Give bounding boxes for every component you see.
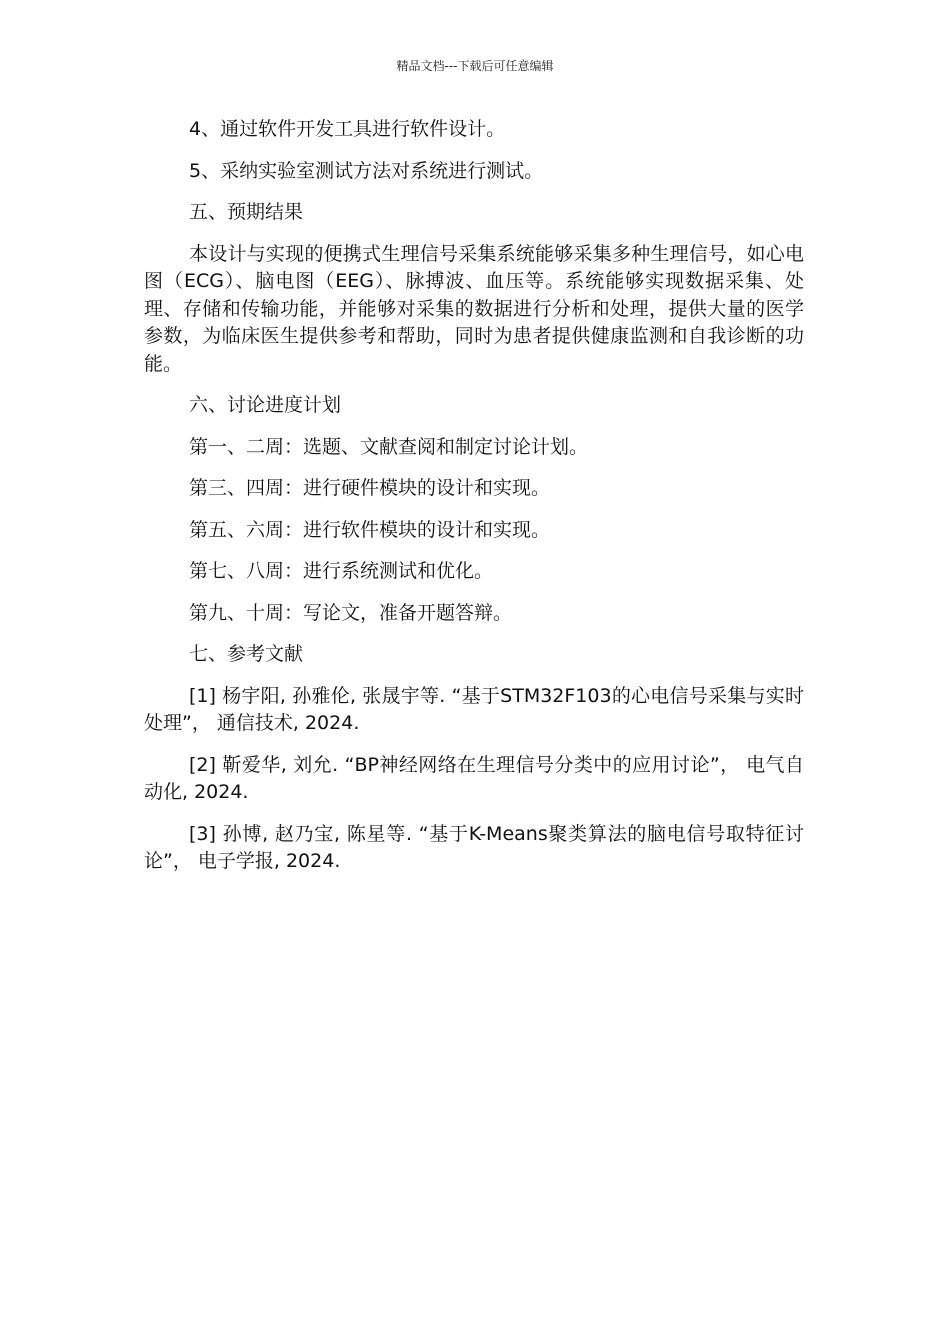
section-heading-references: 七、参考文献 xyxy=(189,643,304,665)
list-item-step-5: 5、采纳实验室测试方法对系统进行测试。 xyxy=(189,159,544,182)
expected-results-paragraph: 本设计与实现的便携式生理信号采集系统能够采集多种生理信号，如心电图（ECG）、脑电图（EEG）、脉搏波、血压等。系统能够实现数据采集、处理、存储和传输功能，并能够对采集的数据进行分析和处理，提供大量的医学参数，为临床医生提供参考和帮助，同时为患者提供健康监测和自我诊断的功能。 xyxy=(144,242,804,375)
section-heading-schedule: 六、讨论进度计划 xyxy=(189,394,342,416)
reference-item-3: [3] 孙博, 赵乃宝, 陈星等. “基于K-Means聚类算法的脑电信号取特征讨论”， 电子学报, 2024. xyxy=(144,822,804,872)
schedule-item-weeks-1-2: 第一、二周：选题、文献查阅和制定讨论计划。 xyxy=(189,435,589,458)
list-item-step-4: 4、通过软件开发工具进行软件设计。 xyxy=(189,118,506,140)
document-body xyxy=(144,116,804,890)
section-heading-expected-results: 五、预期结果 xyxy=(189,201,304,223)
reference-item-2: [2] 靳爱华, 刘允. “BP神经网络在生理信号分类中的应用讨论”， 电气自动化, 2024. xyxy=(144,753,804,803)
schedule-item-weeks-3-4: 第三、四周：进行硬件模块的设计和实现。 xyxy=(189,477,551,499)
reference-item-1: [1] 杨宇阳, 孙雅伦, 张晟宇等. “基于STM32F103的心电信号采集与实时处理”， 通信技术, 2024. xyxy=(144,684,804,734)
schedule-item-weeks-5-6: 第五、六周：进行软件模块的设计和实现。 xyxy=(189,518,551,541)
page-header: 精品文档---下载后可任意编辑 xyxy=(396,59,554,73)
schedule-item-weeks-7-8: 第七、八周：进行系统测试和优化。 xyxy=(189,560,494,582)
schedule-item-weeks-9-10: 第九、十周：写论文，准备开题答辩。 xyxy=(189,601,513,624)
